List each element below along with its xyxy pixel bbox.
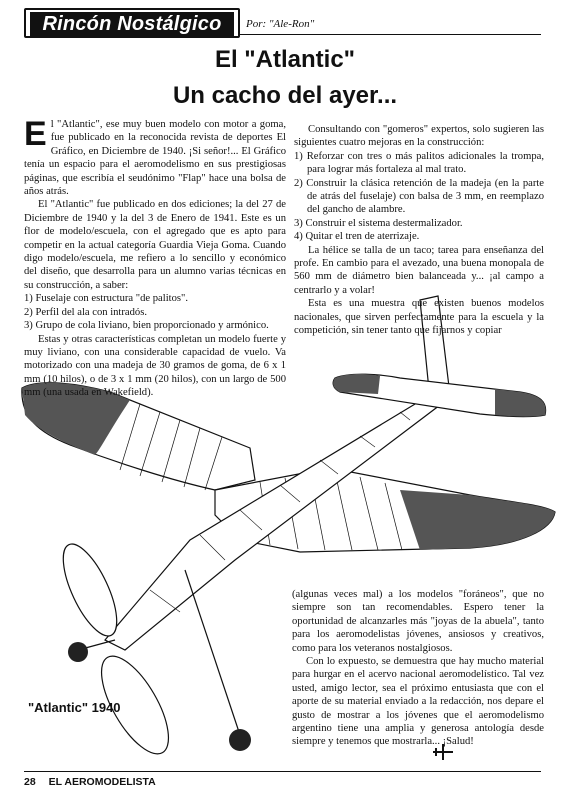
paragraph: El "Atlantic" fue publicado en dos ediciones; la del 27 de Diciembre de 1940 y la del 3 de Enero de 1941. Este es un flor de modelo/escuela, con el agregado que es apto para competir en la actual categoría Guardia Vieja Goma. Cuando digo modelo/escuela, me refiero a lo sencillo y económico del diseño, que desarrolla para un alumno varias técnicas en su construcción, a saber: <box>24 199 286 291</box>
list-item: 4) Quitar el tren de aterrizaje. <box>294 231 420 243</box>
dropcap: E <box>24 115 47 153</box>
features-list <box>24 292 286 332</box>
paragraph: La hélice se talla de un taco; tarea para enseñanza del profe. En cambio para el avezado, una buena monopala de 560 mm de diámetro bien balanceada y... ¡al campo a centrarlo y a volar! <box>294 244 544 296</box>
paragraph: l "Atlantic", ese muy buen modelo con motor a goma, fue publicado en la reconocida revista de deportes El Gráfico, en Diciembre de 1940. ¡Si señor!... El Gráfico tenía un espacio para el aeromodelismo en sus prestigiosas páginas, que escribía el seudónimo "Flap" hace una bolsa de años atrás. <box>24 119 286 198</box>
list-item: 2) Perfil del ala con intradós. <box>24 306 147 318</box>
list-item: 2) Construir la clásica retención de la madeja (en la parte de atrás del fuselaje) con balsa de 3 mm, en reemplazo del gancho de alambre. <box>294 177 544 216</box>
column-left <box>24 115 286 400</box>
page-number: 28 <box>24 776 36 788</box>
page-footer <box>24 776 166 788</box>
figure-caption: "Atlantic" 1940 <box>28 700 121 715</box>
list-item: 3) Grupo de cola liviano, bien proporcionado y armónico. <box>24 320 269 332</box>
byline: Por: "Ale-Ron" <box>246 18 315 30</box>
list-item: 1) Reforzar con tres o más palitos adicionales la trompa, para lograr más fortaleza al mal trato. <box>294 150 544 176</box>
paragraph: Consultando con "gomeros" expertos, solo sugieren las siguientes cuatro mejoras en la construcción: <box>294 124 544 149</box>
magazine-name: EL AEROMODELISTA <box>48 776 156 788</box>
section-title: Rincón Nostálgico <box>30 12 234 36</box>
article-title-line2: Un cacho del ayer... <box>172 82 398 109</box>
paragraph: Estas y otras características completan un modelo fuerte y muy liviano, con una considerable capacidad de vuelo. Va motorizado con una madeja de 30 gramos de goma, de 6 x 1 mm (10 hilos), o de 3 x 1 mm (20 hilos), con un largo de 500 mm (una usada en Wakefield). <box>24 333 286 399</box>
list-item: 1) Fuselaje con estructura "de palitos". <box>24 293 188 305</box>
article-title-line1: El "Atlantic" <box>214 46 356 73</box>
paragraph: Con lo expuesto, se demuestra que hay mucho material para hurgar en el acervo nacional aeromodelístico. Tal vez usted, amigo lector, sea el próximo entusiasta que con el aporte de su material enviado a la redacción, nos depare el gusto de mostrar a los jóvenes que el aeromodelismo argentino tiene una amplia y generosa antología desde siempre y tenemos que mostrarla... ¡Salud! <box>292 656 544 748</box>
list-item: 3) Construir el sistema destermalizador. <box>294 217 463 229</box>
column-right-bottom <box>292 588 544 749</box>
improvements-list <box>294 150 544 244</box>
column-right-top <box>294 123 544 338</box>
paragraph: Esta es una muestra que existen buenos modelos nacionales, que sirven perfectamente para la escuela y la competición, sin tener tanto que fijarnos y copiar <box>294 298 544 337</box>
footer-rule <box>24 771 541 772</box>
paragraph: (algunas veces mal) a los modelos "foráneos", que no siempre son tan recomendables. Espero tener la oportunidad de alcanzarles más "joyas de la abuela", tanto para los aeromodelistas jóvenes, ansiosos y creativos, como para los veteranos nostalgiosos. <box>292 589 544 654</box>
